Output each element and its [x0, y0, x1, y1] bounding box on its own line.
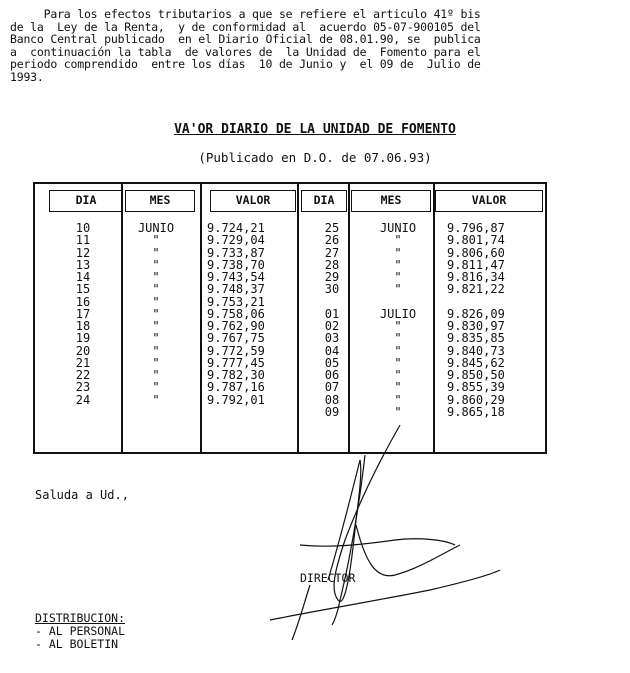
table-cell: "	[394, 392, 402, 407]
table-cell: 11	[75, 233, 91, 248]
table-cell: 9.835,85	[447, 331, 505, 346]
table-cell: "	[152, 282, 160, 297]
table-cell: 9.777,45	[207, 355, 265, 370]
table-cell: "	[152, 380, 160, 395]
table-cell: 18	[75, 319, 91, 333]
table-cell: 9.738,70	[207, 257, 265, 272]
table-cell: "	[394, 380, 402, 395]
distribution-block	[35, 612, 125, 651]
table-cell: 02	[324, 319, 340, 333]
table-cell: "	[152, 355, 160, 370]
table-cell: "	[394, 368, 402, 382]
header-valor-2: VALOR	[435, 190, 543, 212]
table-cell: 9.796,87	[447, 221, 505, 235]
table-cell: JUNIO	[379, 221, 417, 235]
table-cell: 9.748,37	[207, 282, 265, 297]
table-cell: 28	[324, 257, 340, 272]
table-cell: 14	[75, 270, 91, 284]
table-cell: 9.787,16	[207, 380, 265, 395]
header-dia-1: DIA	[49, 190, 123, 212]
table-cell: 9.733,87	[207, 245, 265, 260]
table-cell: "	[152, 233, 160, 248]
table-cell: 9.850,50	[447, 368, 505, 382]
table-cell: 13	[75, 257, 91, 272]
table-cell: 9.855,39	[447, 380, 505, 395]
table-cell: "	[152, 306, 160, 321]
table-cell: "	[152, 245, 160, 260]
table-cell: 04	[324, 343, 340, 358]
distribution-heading: DISTRIBUCION:	[35, 611, 126, 625]
table-cell: 09	[324, 404, 340, 419]
table-cell: 29	[324, 270, 340, 284]
intro-line: a continuación la tabla de valores de la Unidad de Fomento para el	[10, 44, 481, 59]
table-cell: "	[394, 270, 402, 284]
table-cell: "	[152, 331, 160, 346]
table-cell: 9.821,22	[447, 282, 505, 297]
intro-line: periodo comprendido entre los días 10 de Junio y el 09 de Julio de	[10, 57, 481, 72]
table-cell: "	[152, 368, 160, 382]
table-cell: 30	[324, 282, 340, 297]
closing-text: Saluda a Ud.,	[35, 488, 129, 502]
table-cell: "	[394, 343, 402, 358]
table-cell: 9.743,54	[207, 270, 265, 284]
signature-title: DIRECTOR	[300, 571, 356, 585]
table-cell: "	[394, 233, 402, 248]
table-cell: 9.860,29	[447, 392, 505, 407]
table-cell: 9.865,18	[447, 404, 505, 419]
table-cell: 9.826,09	[447, 306, 505, 321]
table-cell: 21	[75, 355, 91, 370]
table-cell: 9.772,59	[207, 343, 265, 358]
table-cell: 9.782,30	[207, 368, 265, 382]
table-cell: "	[394, 355, 402, 370]
distribution-item: - AL PERSONAL	[35, 624, 126, 638]
intro-line: de la Ley de la Renta, y de conformidad al acuerdo 05-07-900105 del	[10, 19, 481, 34]
table-cell: "	[152, 392, 160, 407]
header-dia-2: DIA	[301, 190, 347, 212]
table-cell: "	[152, 319, 160, 333]
table-cell: 17	[75, 306, 91, 321]
table-title: VA'OR DIARIO DE LA UNIDAD DE FOMENTO	[174, 122, 456, 137]
table-cell: 24	[75, 392, 91, 407]
table-cell: 06	[324, 368, 340, 382]
table-cell: 9.724,21	[207, 221, 265, 235]
table-cell: 22	[75, 368, 91, 382]
table-cell: 08	[324, 392, 340, 407]
table-subtitle: (Publicado en D.O. de 07.06.93)	[198, 150, 432, 165]
table-cell: 10	[75, 221, 91, 235]
table-cell: "	[394, 282, 402, 297]
table-cell: 9.845,62	[447, 355, 505, 370]
table-cell: 9.806,60	[447, 245, 505, 260]
table-cell: 9.830,97	[447, 319, 505, 333]
table-cell: 9.762,90	[207, 319, 265, 333]
table-cell: 15	[75, 282, 91, 297]
table-cell: "	[152, 257, 160, 272]
table-cell: 9.767,75	[207, 331, 265, 346]
table-cell: 12	[75, 245, 91, 260]
table-cell: 23	[75, 380, 91, 395]
table-cell: "	[394, 331, 402, 346]
table-cell: 9.758,06	[207, 306, 265, 321]
distribution-item: - AL BOLETIN	[35, 637, 119, 651]
table-cell: 05	[324, 355, 340, 370]
header-mes-2: MES	[351, 190, 431, 212]
table-cell: 26	[324, 233, 340, 248]
table-cell: "	[152, 343, 160, 358]
intro-line: Banco Central publicado en el Diario Oficial de 08.01.90, se publica	[10, 32, 481, 47]
table-cell: JUNIO	[137, 221, 175, 235]
table-cell: 19	[75, 331, 91, 346]
table-cell: "	[394, 257, 402, 272]
table-cell: 9.840,73	[447, 343, 505, 358]
table-cell: 03	[324, 331, 340, 346]
header-valor-1: VALOR	[210, 190, 296, 212]
intro-line: Para los efectos tributarios a que se refiere el articulo 41º bis	[10, 7, 481, 21]
table-cell: "	[394, 404, 402, 419]
table-cell: 25	[324, 221, 340, 235]
table-cell: 07	[324, 380, 340, 395]
intro-line: 1993.	[10, 69, 44, 84]
table-cell: 9.729,04	[207, 233, 265, 248]
header-mes-1: MES	[125, 190, 195, 212]
table-cell: 9.801,74	[447, 233, 505, 248]
table-cell: 27	[324, 245, 340, 260]
table-cell: "	[394, 319, 402, 333]
table-cell: "	[394, 245, 402, 260]
table-cell: 9.811,47	[447, 257, 505, 272]
table-cell: 20	[75, 343, 91, 358]
table-cell: 9.816,34	[447, 270, 505, 284]
table-cell: 16	[75, 294, 91, 309]
table-cell: "	[152, 270, 160, 284]
table-cell: JULIO	[379, 306, 417, 321]
table-cell: "	[152, 294, 160, 309]
table-cell: 01	[324, 306, 340, 321]
table-cell: 9.792,01	[207, 392, 265, 407]
table-cell: 9.753,21	[207, 294, 265, 309]
